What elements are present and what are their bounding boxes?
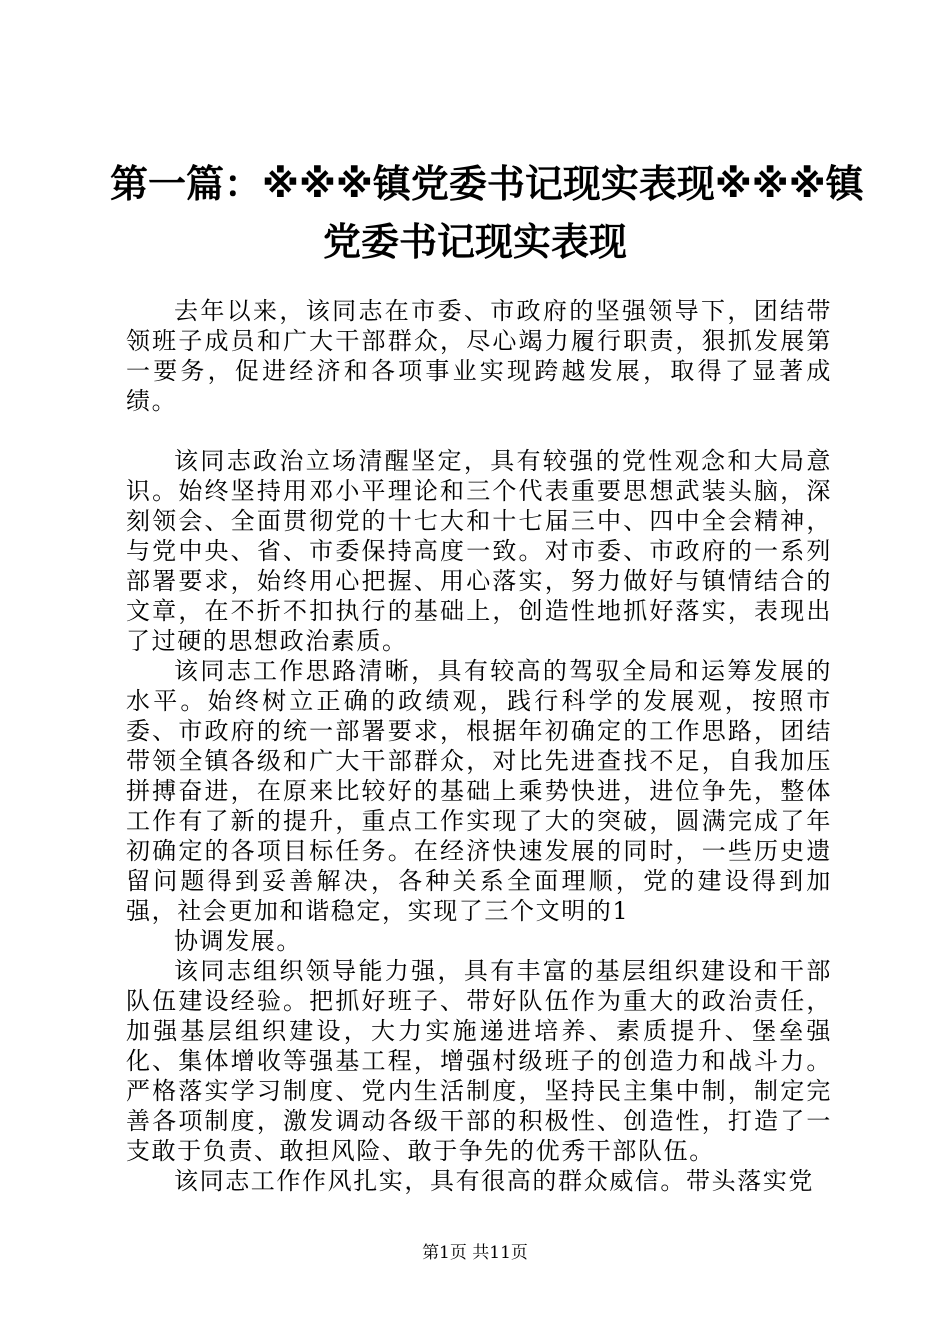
document-title-line-2: 党委书记现实表现 bbox=[322, 220, 627, 264]
document-body bbox=[126, 296, 832, 1196]
body-paragraph-work-style: 该同志工作作风扎实，具有很高的群众威信。带头落实党 bbox=[174, 1167, 814, 1195]
document-title-line-1: 第一篇：※※※镇党委书记现实表现※※※镇 bbox=[110, 162, 864, 206]
body-paragraph-organization: 该同志组织领导能力强，具有丰富的基层组织建设和干部队伍建设经验。把抓好班子、带好队伍作为重大的政治责任，加强基层组织建设，大力实施递进培养、素质提升、堡垒强化、集体增收等强基工程，增强村级班子的创造力和战斗力。严格落实学习制度、党内生活制度，坚持民主集中制，制定完善各项制度，激发调动各级干部的积极性、创造性，打造了一支敢于负责、敢担风险、敢于争先的优秀干部队伍。 bbox=[126, 957, 832, 1165]
body-paragraph-continuation: 协调发展。 bbox=[174, 927, 302, 955]
body-paragraph-political: 该同志政治立场清醒坚定，具有较强的党性观念和大局意识。始终坚持用邓小平理论和三个代表重要思想武装头脑，深刻领会、全面贯彻党的十七大和十七届三中、四中全会精神，与党中央、省、市委保持高度一致。对市委、市政府的一系列部署要求，始终用心把握、用心落实，努力做好与镇情结合的文章，在不折不扣执行的基础上，创造性地抓好落实，表现出了过硬的思想政治素质。 bbox=[126, 447, 832, 655]
body-paragraph-work-ideas: 该同志工作思路清晰，具有较高的驾驭全局和运筹发展的水平。始终树立正确的政绩观，践行科学的发展观，按照市委、市政府的统一部署要求，根据年初确定的工作思路，团结带领全镇各级和广大干部群众，对比先进查找不足，自我加压拼搏奋进，在原来比较好的基础上乘势快进，进位争先，整体工作有了新的提升，重点工作实现了大的突破，圆满完成了年初确定的各项目标任务。在经济快速发展的同时，一些历史遗留问题得到妥善解决，各种关系全面理顺，党的建设得到加强，社会更加和谐稳定，实现了三个文明的1 bbox=[126, 657, 832, 925]
page-number-footer: 第1页 共11页 bbox=[422, 1243, 528, 1263]
body-paragraph-intro: 去年以来，该同志在市委、市政府的坚强领导下，团结带领班子成员和广大干部群众，尽心竭力履行职责，狠抓发展第一要务，促进经济和各项事业实现跨越发展，取得了显著成绩。 bbox=[126, 297, 832, 415]
